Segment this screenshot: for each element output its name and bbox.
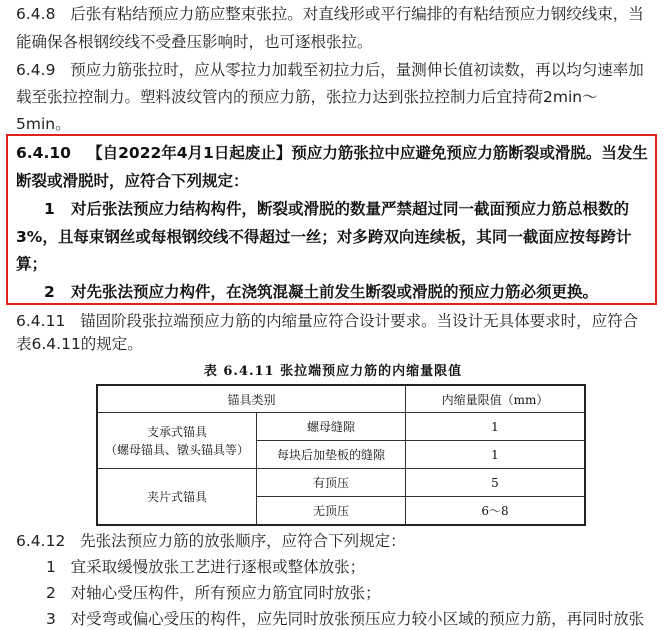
clause-6-4-10-line-2: 断裂或滑脱时，应符合下列规定：	[16, 172, 249, 190]
limits-table-wrap	[96, 384, 586, 520]
clause-text: 先张法预应力筋的放张顺序，应符合下列规定：	[80, 532, 406, 550]
item-text: 宜采取缓慢放张工艺进行逐根或整体放张；	[70, 558, 366, 576]
clause-6-4-10-line-1	[16, 143, 648, 163]
subcategory-cell: 每块后加垫板的缝隙	[257, 441, 406, 469]
clause-number: 6.4.8	[16, 5, 56, 23]
item-number: 2	[44, 283, 55, 301]
clause-6-4-12-item-1	[46, 557, 365, 577]
item-text: 对轴心受压构件，所有预应力筋宜同时放张；	[70, 584, 381, 602]
clause-6-4-10-item-1-line-3: 算；	[16, 255, 48, 273]
subcategory-cell: 有顶压	[257, 469, 406, 497]
category-note: （螺母锚具、镦头锚具等）	[104, 442, 249, 457]
item-number: 1	[46, 558, 56, 576]
table-row	[97, 413, 585, 441]
table-title: 表 6.4.11 张拉端预应力筋的内缩量限值	[203, 364, 463, 379]
clause-6-4-12-line-1	[16, 531, 406, 551]
category-name: 夹片式锚具	[146, 489, 207, 504]
clause-number: 6.4.9	[16, 61, 56, 79]
table-header-row	[97, 385, 585, 413]
clause-number: 6.4.12	[16, 532, 66, 550]
table-row	[97, 469, 585, 497]
category-cell	[97, 413, 257, 469]
value-cell: 6～8	[406, 497, 586, 526]
clause-6-4-10-item-2	[44, 282, 598, 302]
clause-text: 【自2022年4月1日起废止】预应力筋张拉中应避免预应力筋断裂或滑脱。当发生	[87, 144, 648, 162]
clause-6-4-9-line-2: 载至张拉控制力。塑料波纹管内的预应力筋，张拉力达到张拉控制力后宜持荷2min～	[16, 88, 598, 106]
item-text: 对先张法预应力构件，在浇筑混凝土前发生断裂或滑脱的预应力筋必须更换。	[71, 283, 599, 301]
item-text: 对受弯或偏心受压的构件，应先同时放张预压应力较小区域的预应力筋，再同时放张	[70, 610, 645, 628]
clause-text: 预应力筋张拉时，应从零拉力加载至初拉力后，量测伸长值初读数，再以均匀速率加	[70, 61, 644, 79]
item-number: 3	[46, 610, 56, 628]
item-text: 对后张法预应力结构构件，断裂或滑脱的数量严禁超过同一截面预应力筋总根数的	[71, 200, 630, 218]
clause-6-4-10-item-1-line-1	[44, 199, 629, 219]
value-cell: 1	[406, 413, 586, 441]
clause-6-4-11-line-1	[16, 311, 638, 331]
clause-6-4-8-line-2: 能确保各根钢绞线不受叠压影响时，也可逐根张拉。	[16, 33, 373, 51]
header-category: 锚具类别	[97, 385, 406, 413]
limits-table	[96, 384, 586, 526]
clause-6-4-10-item-1-line-2: 3%，且每束钢丝或每根钢绞线不得超过一丝；对多跨双向连续板，其同一截面应按每跨计	[16, 228, 632, 246]
value-cell: 1	[406, 441, 586, 469]
clause-6-4-8-line-1	[16, 4, 644, 24]
item-number: 1	[44, 200, 55, 218]
value-cell: 5	[406, 469, 586, 497]
category-cell	[97, 469, 257, 526]
header-limit: 内缩量限值（mm）	[406, 385, 586, 413]
clause-text: 后张有粘结预应力筋应整束张拉。对直线形或平行编排的有粘结预应力钢绞线束，当	[70, 5, 644, 23]
clause-number: 6.4.10	[16, 144, 71, 162]
clause-6-4-11-line-2: 表6.4.11的规定。	[16, 335, 143, 353]
category-name: 支承式锚具	[146, 424, 207, 439]
clause-6-4-12-item-3	[46, 609, 644, 629]
item-number: 2	[46, 584, 56, 602]
subcategory-cell: 无顶压	[257, 497, 406, 526]
clause-number: 6.4.11	[16, 312, 66, 330]
subcategory-cell: 螺母缝隙	[257, 413, 406, 441]
clause-6-4-12-item-2	[46, 583, 381, 603]
clause-6-4-9-line-1	[16, 60, 644, 80]
clause-6-4-9-line-3: 5min。	[16, 115, 71, 133]
clause-text: 锚固阶段张拉端预应力筋的内缩量应符合设计要求。当设计无具体要求时，应符合	[80, 312, 639, 330]
